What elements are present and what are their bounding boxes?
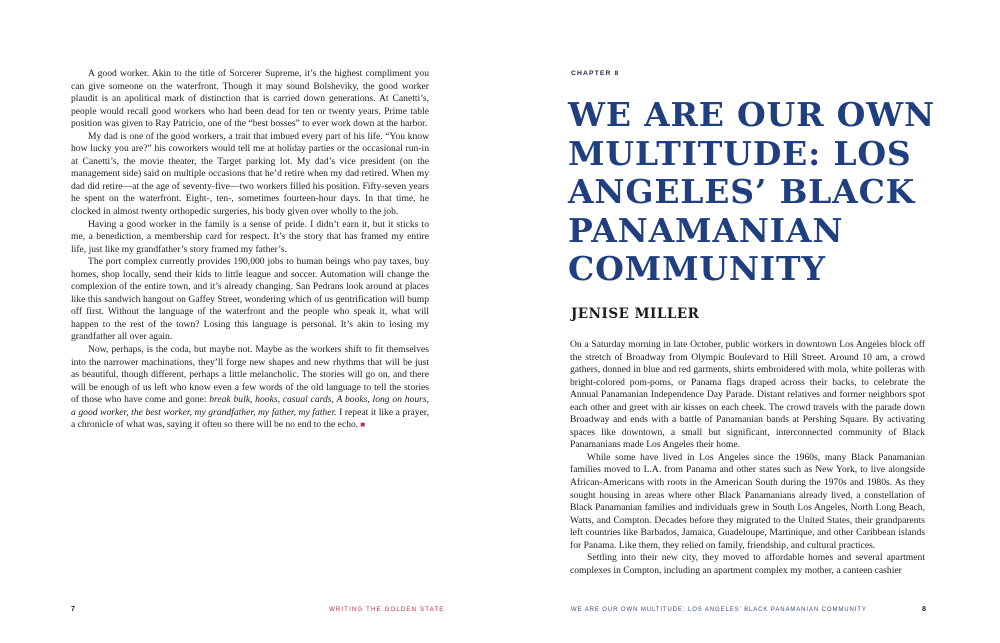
chapter-label: CHAPTER 8 — [571, 70, 620, 77]
page-number-right: 8 — [922, 606, 926, 613]
body-paragraph-final — [71, 344, 429, 432]
end-mark-icon: ■ — [360, 420, 366, 430]
body-paragraph: On a Saturday morning in late October, public workers in downtown Los Angeles block off the stretch of Broadway from Olympic Boulevard to Hill Street. Around 10 am, a crowd gathers, donned in blue and red garments, shirts embroidered with mola, white polleras with bright-colored pom-poms, or Panama flags draped across their backs, to celebrate the Annual Panamanian Independence Day Parade. Distant relatives and former neighbors spot each other and greet with air kisses on each cheek. The crowd travels with the parade down Broadway and ends with a battle of Panamanian bands at Pershing Square. By activating spaces like downtown, a small but significant, interconnected community of Black Panamanians made Los Angeles their home. — [570, 339, 925, 451]
left-body-text — [71, 68, 429, 432]
body-paragraph: Settling into their new city, they moved to affordable homes and several apartment complexes in Compton, including an apartment complex my mother, a canteen cashier — [570, 552, 925, 576]
author-name: JENISE MILLER — [571, 306, 700, 322]
body-paragraph: The port complex currently provides 190,000 jobs to human beings who pay taxes, buy homes, shop locally, send their kids to little league and soccer. Automation will change the complexion of the entire town, and it’s already changing. San Pedrans look around at places like this sandwich hangout on Gaffey Street, wondering which of us gentrification will bump off first. Without the language of the waterfront and the people who speak it, what will happen to the rest of the town? Losing this language is personal. It’s akin to losing my grandfather all over again. — [71, 256, 429, 343]
body-paragraph: My dad is one of the good workers, a trait that imbued every part of his life. “You know how lucky you are?” his coworkers would tell me at holiday parties or the occasional run-in at Canetti’s, the movie theater, the Target parking lot. My dad’s vice president (on the management side) said on multiple occasions that he’d retire when my dad retired. When my dad did retire—at the age of seventy-five—two workers filled his position. Fifty-seven years he spent on the waterfront. Eight-, ten-, sometimes fourteen-hour days. In that time, he clocked in almost twenty orthopedic surgeries, his body given over wholly to the job. — [71, 130, 429, 218]
final-paragraph-italic: break bulk, hooks, casual cards, A books, long on hours, a good worker, the best worker, my grandfather, my father, my father. — [71, 394, 429, 418]
page-number-left: 7 — [71, 606, 75, 613]
running-head-left: WRITING THE GOLDEN STATE — [329, 607, 445, 613]
right-body-text — [570, 339, 925, 577]
running-head-right: WE ARE OUR OWN MULTITUDE: LOS ANGELES’ BLACK PANAMANIAN COMMUNITY — [571, 607, 867, 613]
body-paragraph: A good worker. Akin to the title of Sorcerer Supreme, it’s the highest compliment you can give someone on the waterfront. Though it may sound Bolsheviky, the good worker plaudit is an apolitical mark of distinction that is carried down generations. At Canetti’s, people would recall good workers who had been dead for ten or twenty years. Prime table position was given to Ray Patricio, one of the “best bosses” to ever work down at the harbor. — [71, 68, 429, 130]
body-paragraph: While some have lived in Los Angeles since the 1960s, many Black Panamanian families moved to L.A. from Panama and other states such as New York, to live alongside African-Americans with roots in the American South during the 1970s and 1980s. As they sought housing in areas where other Black Panamanians already lived, a constellation of Black Panamanian families and individuals grew in South Los Angeles, North Long Beach, Watts, and Compton. Decades before they migrated to the United States, their grandparents left countries like Barbados, Jamaica, Guadeloupe, Martinique, and other Caribbean islands for Panama. Like them, they relied on family, friendship, and cultural practices. — [570, 451, 925, 551]
right-page — [500, 0, 1000, 643]
chapter-title: WE ARE OUR OWN MULTITUDE: LOS ANGELES’ BLACK PANAMANIAN COMMUNITY — [568, 95, 935, 288]
final-paragraph-start: Now, perhaps, is the coda, but maybe not. Maybe as the workers shift to fit themselves into the narrower machinations, they’ll forge new shapes and new rhythms that will be just as beautiful, though different, perhaps a little melancholic. The stories will go on, and there will be enough of us left who know even a few words of the old language to tell the stories of those who have come and gone: — [71, 344, 429, 406]
body-paragraph: Having a good worker in the family is a sense of pride. I didn’t earn it, but it sticks to me, a benediction, a membership card for respect. It’s the story that has framed my entire life, just like my grandfather’s story framed my father’s. — [71, 218, 429, 255]
final-paragraph-end: I repeat it like a prayer, a chronicle of what was, saying it often so there will be no end to the echo. — [71, 406, 429, 431]
